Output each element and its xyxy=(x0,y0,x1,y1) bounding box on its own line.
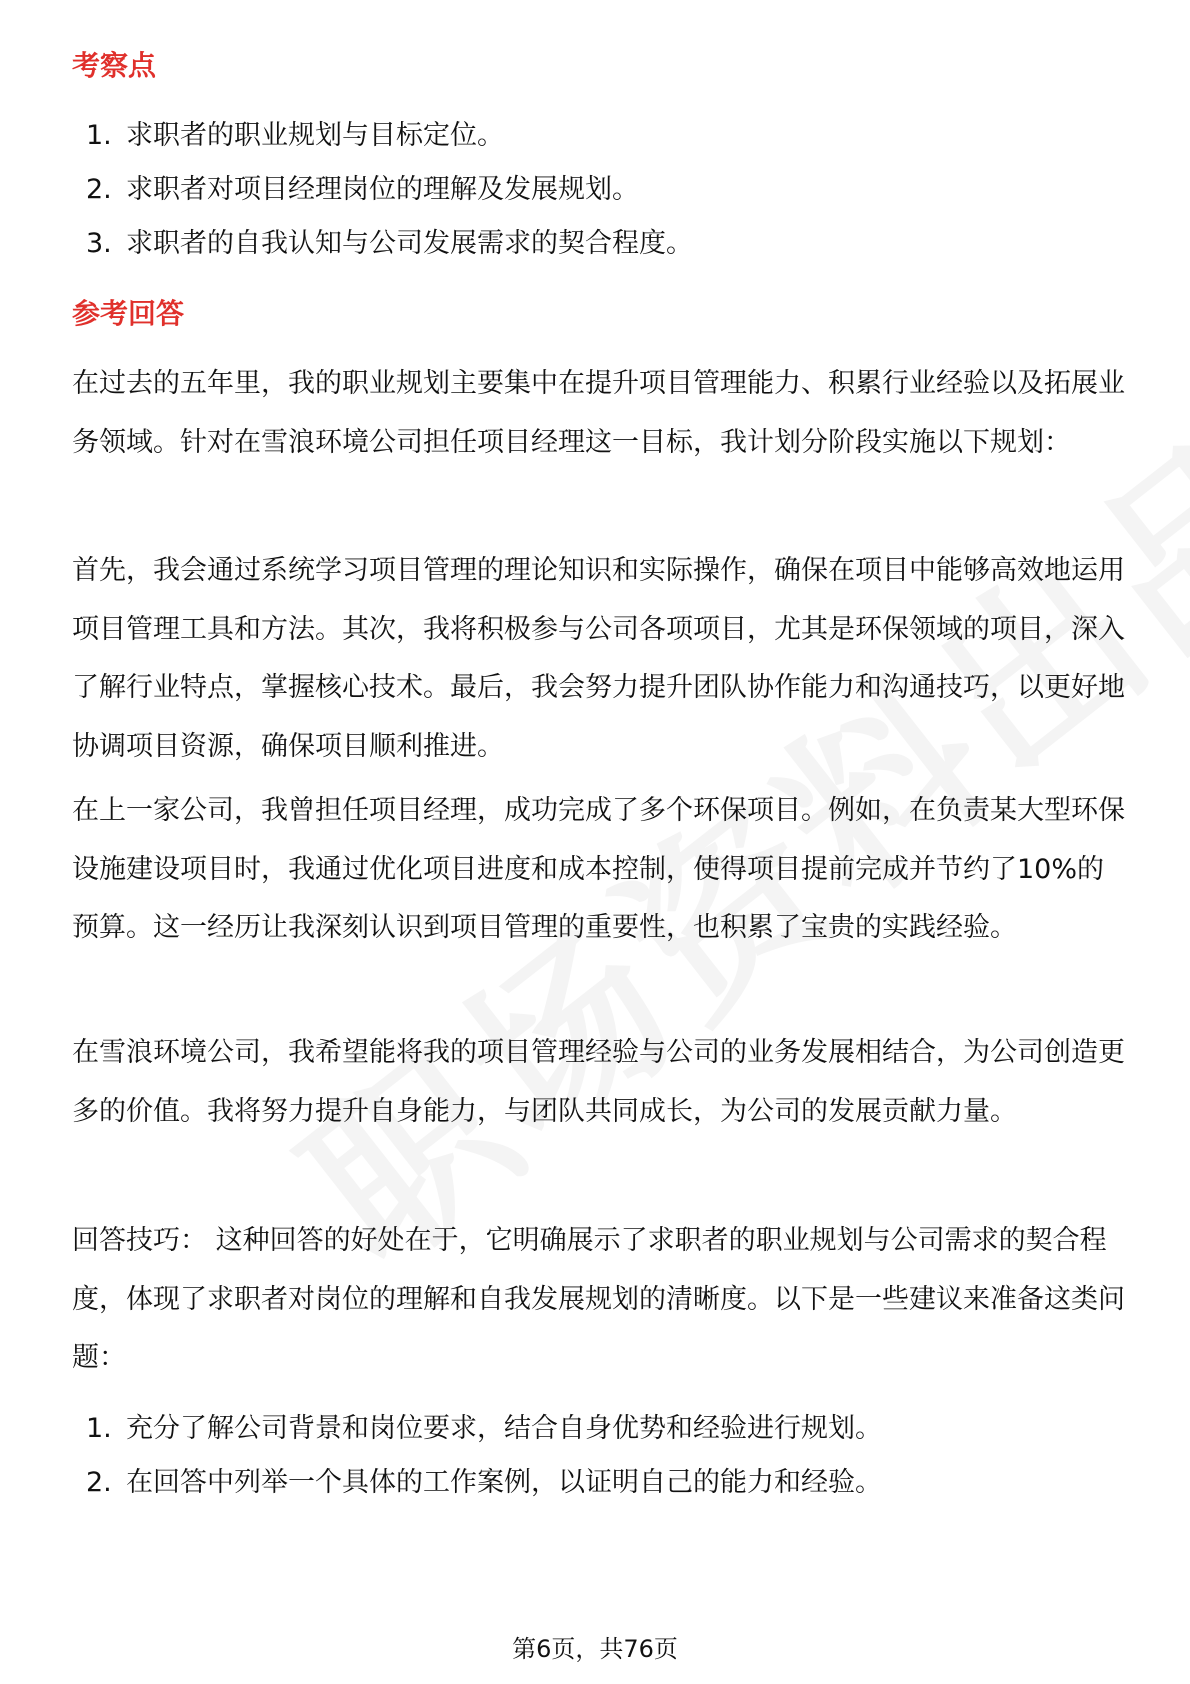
list-item xyxy=(86,1465,882,1501)
answer-tips-paragraph: 回答技巧： 这种回答的好处在于，它明确展示了求职者的职业规划与公司需求的契合程度，体现了求职者对岗位的理解和自我发展规划的清晰度。以下是一些建议来准备这类问题： xyxy=(72,1225,1125,1373)
list-number: 2. xyxy=(86,174,112,205)
list-item xyxy=(86,172,639,208)
list-item xyxy=(86,1411,882,1447)
answer-paragraph: 首先，我会通过系统学习项目管理的理论知识和实际操作，确保在项目中能够高效地运用项目管理工具和方法。其次，我将积极参与公司各项项目，尤其是环保领域的项目，深入了解行业特点，掌握核心技术。最后，我会努力提升团队协作能力和沟通技巧，以更好地协调项目资源，确保项目顺利推进。 xyxy=(72,555,1125,762)
answer-paragraph: 在上一家公司，我曾担任项目经理，成功完成了多个环保项目。例如，在负责某大型环保设施建设项目时，我通过优化项目进度和成本控制，使得项目提前完成并节约了10%的预算。这一经历让我深刻认识到项目管理的重要性，也积累了宝贵的实践经验。 xyxy=(72,795,1125,943)
page-number: 第6页，共76页 xyxy=(512,1635,678,1663)
list-item xyxy=(86,118,504,154)
list-text: 求职者的职业规划与目标定位。 xyxy=(126,120,504,151)
list-text: 求职者对项目经理岗位的理解及发展规划。 xyxy=(126,174,639,205)
list-text: 在回答中列举一个具体的工作案例，以证明自己的能力和经验。 xyxy=(126,1467,882,1498)
section-heading-examination-points: 考察点 xyxy=(72,49,157,82)
list-number: 1. xyxy=(86,1413,112,1444)
list-text: 求职者的自我认知与公司发展需求的契合程度。 xyxy=(126,228,693,259)
section-heading-reference-answer: 参考回答 xyxy=(72,297,185,330)
list-number: 2. xyxy=(86,1467,112,1498)
list-number: 1. xyxy=(86,120,112,151)
list-number: 3. xyxy=(86,228,112,259)
answer-paragraph: 在过去的五年里，我的职业规划主要集中在提升项目管理能力、积累行业经验以及拓展业务领域。针对在雪浪环境公司担任项目经理这一目标，我计划分阶段实施以下规划： xyxy=(72,368,1125,458)
answer-paragraph: 在雪浪环境公司，我希望能将我的项目管理经验与公司的业务发展相结合，为公司创造更多的价值。我将努力提升自身能力，与团队共同成长，为公司的发展贡献力量。 xyxy=(72,1037,1125,1127)
list-text: 充分了解公司背景和岗位要求，结合自身优势和经验进行规划。 xyxy=(126,1413,882,1444)
list-item xyxy=(86,226,693,262)
